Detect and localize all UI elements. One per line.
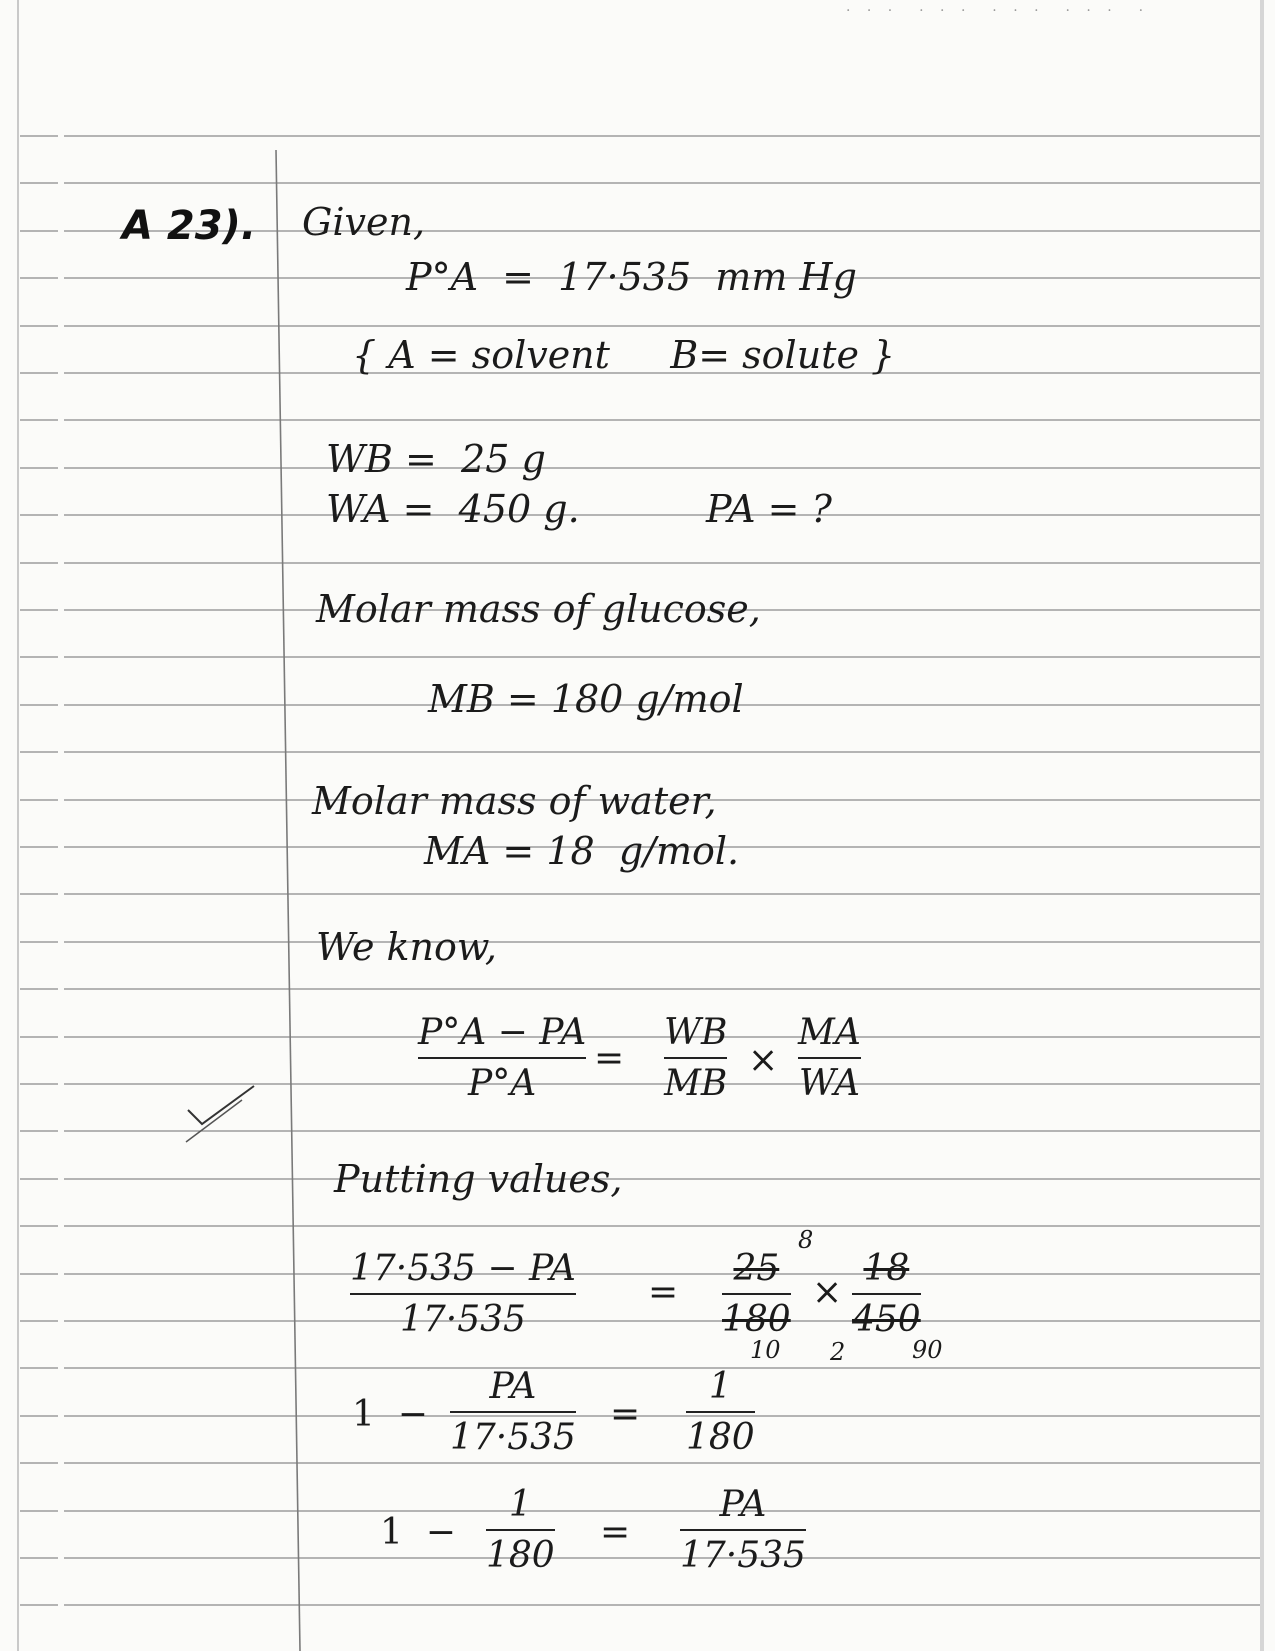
- page-header-dots: · · · · · · · · · · · · ·: [846, 3, 1150, 19]
- fraction-bar: [418, 1057, 586, 1059]
- formula-r2-numerator: MA: [798, 1012, 861, 1053]
- putting-values: Putting values,: [334, 1157, 623, 1201]
- we-know: We know,: [316, 925, 498, 969]
- step3-rhs-numerator: PA: [719, 1484, 767, 1525]
- step3-lhs-fraction: [486, 1484, 555, 1577]
- step3-prefix: 1 −: [380, 1512, 456, 1553]
- fraction-bar: [722, 1293, 791, 1295]
- fraction-bar: [798, 1057, 861, 1059]
- formula-equals: =: [594, 1038, 625, 1079]
- step2-lhs-denominator: 17·535: [450, 1417, 576, 1459]
- step2-rhs-numerator: 1: [708, 1366, 732, 1407]
- step1-r1-numerator: 25: [733, 1248, 780, 1289]
- formula-r1-fraction: [664, 1012, 727, 1105]
- given-heading: Given,: [302, 200, 426, 244]
- step1-lhs-denominator: 17·535: [399, 1299, 526, 1341]
- formula-r1-denominator: MB: [664, 1063, 728, 1105]
- formula-lhs-fraction: [418, 1012, 586, 1105]
- unknown-pa: PA = ?: [706, 487, 832, 531]
- checkmark-icon: [180, 1080, 260, 1150]
- formula-r1-numerator: WB: [664, 1012, 728, 1053]
- step2-lhs-fraction: [450, 1366, 576, 1459]
- step1-r2-numerator: 18: [863, 1248, 910, 1289]
- formula-r2-fraction: [798, 1012, 861, 1105]
- step2-rhs-denominator: 180: [686, 1417, 755, 1459]
- fraction-bar: [664, 1057, 727, 1059]
- step3-lhs-numerator: 1: [508, 1484, 532, 1525]
- fraction-bar: [852, 1293, 921, 1295]
- step3-rhs-fraction: [680, 1484, 806, 1577]
- step1-r1-num-cancel: 8: [798, 1226, 814, 1254]
- fraction-bar: [686, 1411, 755, 1413]
- step1-r1-fraction: [722, 1248, 791, 1341]
- step3-lhs-denominator: 180: [486, 1535, 555, 1577]
- step1-r2-denominator: 450: [852, 1299, 921, 1341]
- step1-times: ×: [812, 1272, 843, 1313]
- step1-r2-den-cancel: 90: [912, 1336, 943, 1364]
- step2-rhs-fraction: [686, 1366, 755, 1459]
- step1-lhs-fraction: [350, 1248, 576, 1341]
- step3-equals: =: [600, 1512, 631, 1553]
- step1-r2-fraction: [852, 1248, 921, 1341]
- step1-r1-denominator: 180: [722, 1299, 791, 1341]
- fraction-bar: [450, 1411, 576, 1413]
- step1-r1-den-cancel: 10: [750, 1336, 781, 1364]
- formula-lhs-denominator: P°A: [467, 1063, 537, 1105]
- margin-line: [276, 150, 300, 1651]
- formula-lhs-numerator: P°A − PA: [418, 1012, 587, 1053]
- step1-equals: =: [648, 1272, 679, 1313]
- molar-mass-glucose-label: Molar mass of glucose,: [316, 587, 761, 631]
- fraction-bar: [350, 1293, 576, 1295]
- formula-r2-denominator: WA: [798, 1063, 861, 1105]
- formula-times: ×: [748, 1040, 779, 1081]
- given-pa0: P°A = 17·535 mm Hg: [406, 255, 857, 299]
- given-wb: WB = 25 g: [326, 437, 546, 481]
- notation-line: { A = solvent B= solute }: [352, 333, 896, 377]
- fraction-bar: [486, 1529, 555, 1531]
- fraction-bar: [680, 1529, 806, 1531]
- step1-extra-digit: 2: [830, 1338, 846, 1366]
- given-wa: WA = 450 g.: [326, 487, 580, 531]
- step1-lhs-numerator: 17·535 − PA: [350, 1248, 576, 1289]
- step3-rhs-denominator: 17·535: [680, 1535, 806, 1577]
- step2-prefix: 1 −: [352, 1394, 428, 1435]
- question-number: A 23).: [122, 203, 257, 249]
- molar-mass-water-label: Molar mass of water,: [312, 779, 717, 823]
- step2-lhs-numerator: PA: [489, 1366, 537, 1407]
- molar-mass-a: MA = 18 g/mol.: [424, 829, 740, 873]
- molar-mass-b: MB = 180 g/mol: [428, 677, 744, 721]
- step2-equals: =: [610, 1394, 641, 1435]
